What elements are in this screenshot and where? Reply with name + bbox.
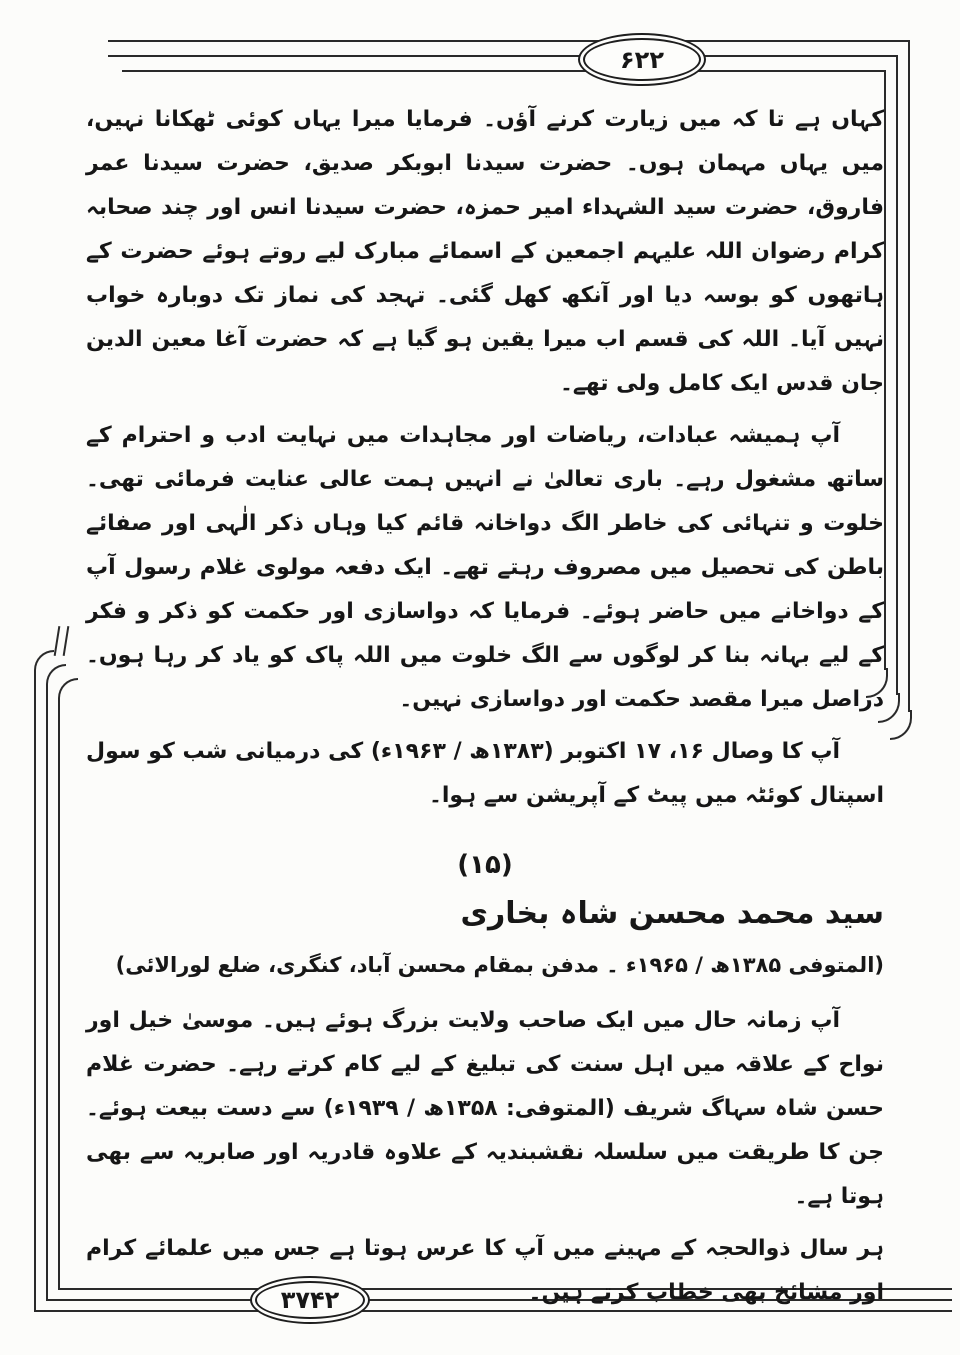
section-title: سید محمد محسن شاہ بخاری (460, 896, 884, 931)
paragraph-1: کہاں ہے تا کہ میں زیارت کرنے آؤں۔ فرمایا میرا یہاں کوئی ٹھکانا نہیں، میں یہاں مہمان ہوں۔ حضرت سیدنا ابوبکر صدیق، حضرت سیدنا عمر فاروق، حضرت سید الشہداء امیر حمزہ، حضرت سیدنا انس اور چند صحابہ کرام رضوان اللہ علیہم اجمعین کے اسمائے مبارک لیے روتے ہوئے حضرت کے ہاتھوں کو بوسہ دیا اور آنکھ کھل گئی۔ تہجد کی نماز تک دوبارہ خواب نہیں آیا۔ اللہ کی قسم اب میرا یقین ہو گیا ہے کہ حضرت آغا معین الدین جان قدس ایک کامل ولی تھے۔ (86, 107, 884, 396)
border-right-line (896, 55, 898, 695)
border-left-line (46, 686, 48, 1301)
paragraph-5: ہر سال ذوالحجہ کے مہینے میں آپ کا عرس ہوتا ہے جس میں علمائے کرام اور مشائخ بھی خطاب کرتے ہیں۔ (86, 1236, 884, 1305)
page-content (86, 98, 884, 1323)
border-left-line (58, 700, 60, 1290)
paragraph-4: آپ زمانہ حال میں ایک صاحب ولایت بزرگ ہوئے ہیں۔ موسیٰ خیل اور نواح کے علاقہ میں اہل سنت کی تبلیغ کے لیے کام کرتے رہے۔ حضرت غلام حسن شاہ سہاگ شریف (المتوفی: ۱۳۵۸ھ / ۱۹۳۹ء) سے دست بیعت ہوئے۔ جن کا طریقت میں سلسلہ نقشبندیہ کے علاوہ قادریہ اور صابریہ سے بھی ہوتا ہے۔ (86, 1008, 884, 1209)
section-note: (المتوفی ۱۳۸۵ھ / ۱۹۶۵ء ۔ مدفن بمقام محسن آباد، کنگری، ضلع لورالائی) (115, 953, 884, 977)
border-tick-mark (63, 626, 70, 656)
page-number-bottom: ۳۷۴۲ (280, 1286, 340, 1314)
border-right-line (908, 40, 910, 712)
paragraph-2: آپ ہمیشہ عبادات، ریاضات اور مجاہدات میں نہایت ادب و احترام کے ساتھ مشغول رہے۔ باری تعالیٰ نے انہیں ہمت عالی عنایت فرمائی تھی۔ خلوت و تنہائی کی خاطر الگ دواخانہ قائم کیا وہاں ذکر الٰہی اور صفائے باطن کی تحصیل میں مصروف رہتے تھے۔ ایک دفعہ مولوی غلام رسول آپ کے دواخانے میں حاضر ہوئے۔ فرمایا کہ دواسازی اور حکمت کو ذکر و فکر کے لیے بہانہ بنا کر لوگوں سے الگ خلوت میں اللہ پاک کو یاد کر رہا ہوں۔ دراصل میرا مقصد حکمت اور دواسازی نہیں۔ (86, 423, 884, 712)
border-right-line (884, 70, 886, 670)
section-number: (۱۵) (457, 850, 513, 880)
page-number-top: ۶۲۲ (620, 45, 664, 74)
page-number-top-badge (578, 33, 706, 86)
border-tick-mark (54, 626, 61, 656)
paragraph-3: آپ کا وصال ۱۶، ۱۷ اکتوبر (۱۳۸۳ھ / ۱۹۶۳ء) کی درمیانی شب کو سول اسپتال کوئٹہ میں پیٹ کے آپریشن سے ہوا۔ (86, 739, 884, 808)
page-number-bottom-badge (250, 1276, 370, 1324)
border-left-line (34, 672, 36, 1312)
border-top-line (122, 70, 886, 72)
border-top-line (108, 40, 910, 42)
border-top-line (108, 55, 898, 57)
